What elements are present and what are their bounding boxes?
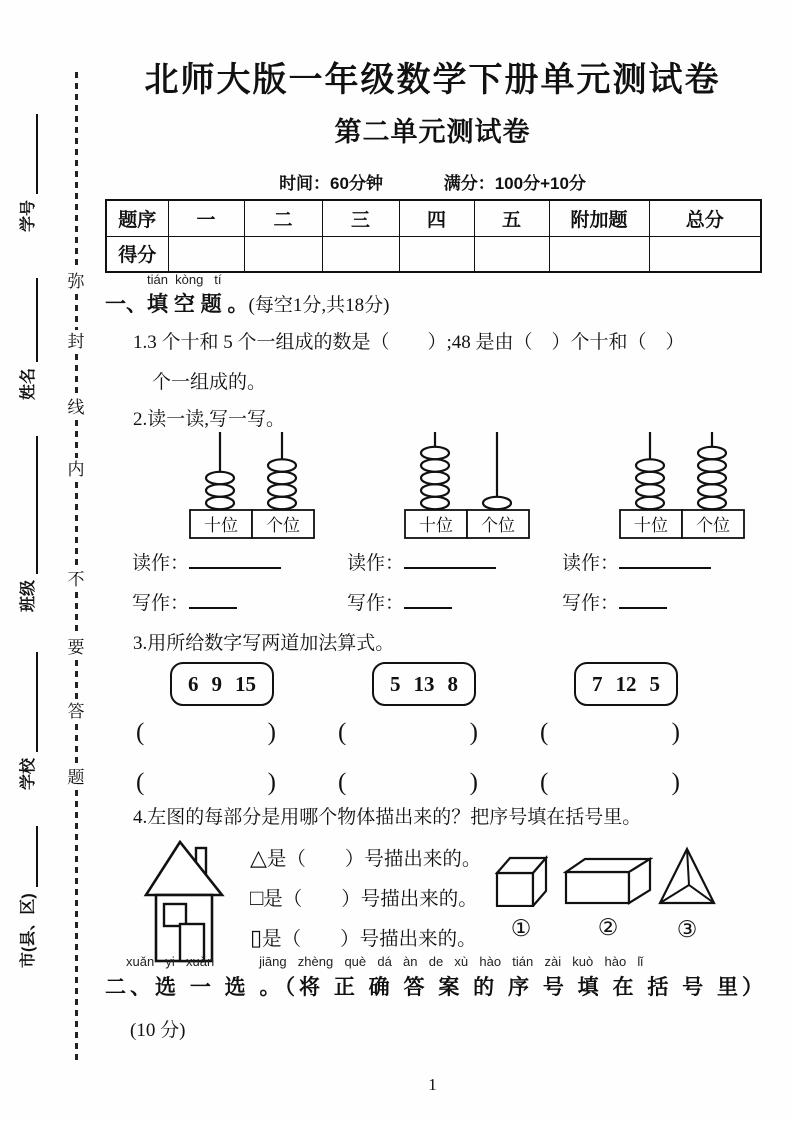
number-group-3 xyxy=(540,662,714,806)
read-as-label: 读作： xyxy=(347,553,405,574)
number-box xyxy=(170,662,274,706)
write-as-blank xyxy=(189,593,237,609)
circled-number-3: ③ xyxy=(676,917,698,942)
abacus-row xyxy=(130,432,775,615)
write-as-label: 写作： xyxy=(562,593,620,614)
abacus-diagram xyxy=(612,432,752,540)
paren-close: ) xyxy=(469,719,478,746)
section1-heading-note: (每空1分,共18分) xyxy=(248,295,390,316)
number-box xyxy=(574,662,678,706)
read-as-blank xyxy=(404,553,496,569)
page-number: 1 xyxy=(428,1075,437,1094)
write-as-row xyxy=(562,588,775,615)
time-limit: 时间：60分钟 xyxy=(279,174,383,193)
paren-close: ) xyxy=(671,769,680,796)
write-as-label: 写作： xyxy=(347,593,405,614)
read-as-row xyxy=(132,548,345,575)
paper-meta xyxy=(100,169,765,194)
svg-text:十位: 十位 xyxy=(419,516,453,535)
class-field xyxy=(12,436,38,612)
student-number-label: 学号 xyxy=(20,199,37,232)
number: 15 xyxy=(235,671,256,696)
statement-text: 是（ ）号描出来的。 xyxy=(266,849,482,870)
abacus-diagram xyxy=(397,432,537,540)
number-group-2 xyxy=(338,662,512,806)
school-blank xyxy=(18,652,38,752)
number: 7 xyxy=(592,671,603,696)
class-label: 班级 xyxy=(20,579,37,612)
section2-heading: 二、选 一 选 。（将 正 确 答 案 的 序 号 填 在 括 号 里） xyxy=(105,976,768,999)
header-cell: 总分 xyxy=(649,200,761,236)
seal-char: 线 xyxy=(67,398,85,417)
score-cell xyxy=(549,236,649,272)
section2-pinyin: xuǎn yi xuǎn jiāng zhèng què dá àn de xù hào tián zài kuò hào lǐ xyxy=(126,954,644,969)
score-table xyxy=(105,199,762,273)
write-as-blank xyxy=(619,593,667,609)
paren-close: ) xyxy=(267,719,276,746)
read-as-blank xyxy=(189,553,281,569)
answer-parens xyxy=(338,719,478,756)
number: 9 xyxy=(211,671,222,696)
rectangle-shape: ▯ xyxy=(250,925,263,950)
seal-char: 要 xyxy=(67,638,85,657)
name-blank xyxy=(18,278,38,362)
seal-char: 答 xyxy=(67,702,85,721)
object-cuboid xyxy=(562,855,654,941)
section1-heading-text: 一、填 空 题 。 xyxy=(105,293,249,316)
school-field xyxy=(12,652,38,790)
score-cell xyxy=(649,236,761,272)
score-cell xyxy=(474,236,549,272)
seal-char: 弥 xyxy=(67,272,85,291)
name-field xyxy=(12,278,38,400)
paren-open: ( xyxy=(540,719,549,746)
read-as-blank xyxy=(619,553,711,569)
score-cell xyxy=(399,236,474,272)
write-as-blank xyxy=(404,593,452,609)
read-as-label: 读作： xyxy=(132,553,190,574)
question1-line2: 个一组成的。 xyxy=(152,372,267,393)
abacus-figure-1 xyxy=(130,432,345,615)
seal-char: 封 xyxy=(67,332,85,351)
score-cell xyxy=(168,236,244,272)
read-as-row xyxy=(562,548,775,575)
paren-open: ( xyxy=(136,719,145,746)
seal-dash xyxy=(75,592,78,636)
seal-line xyxy=(64,72,88,1060)
question4-label: 4.左图的每部分是用哪个物体描出来的？把序号填在括号里。 xyxy=(133,807,642,828)
header-cell: 题序 xyxy=(106,200,168,236)
section2-points: (10 分) xyxy=(130,1020,186,1041)
svg-text:十位: 十位 xyxy=(634,516,668,535)
seal-dash xyxy=(75,482,78,568)
statement-text: 是（ ）号描出来的。 xyxy=(263,889,478,910)
score-table-score-row xyxy=(106,236,761,272)
seal-dash xyxy=(75,294,78,330)
question2-label: 2.读一读,写一写。 xyxy=(133,409,286,430)
house-drawing xyxy=(130,838,234,966)
full-score: 满分：100分+10分 xyxy=(443,174,586,193)
header-cell: 三 xyxy=(322,200,399,236)
cuboid-icon xyxy=(563,855,653,906)
abacus-figure-2 xyxy=(345,432,560,615)
class-blank xyxy=(18,436,38,574)
answer-parens xyxy=(136,769,276,806)
cube-icon xyxy=(491,851,551,907)
answer-parens xyxy=(136,719,276,756)
statement-square xyxy=(250,883,481,923)
svg-text:个位: 个位 xyxy=(696,516,730,535)
question4-statements xyxy=(250,843,481,963)
header-cell: 五 xyxy=(474,200,549,236)
paper-subtitle: 第二单元测试卷 xyxy=(334,117,531,147)
paren-close: ) xyxy=(671,719,680,746)
seal-dash xyxy=(75,354,78,396)
number: 13 xyxy=(413,671,435,696)
school-label: 学校 xyxy=(20,757,37,790)
score-cell xyxy=(244,236,322,272)
svg-text:十位: 十位 xyxy=(204,516,238,535)
object-cube xyxy=(490,851,552,942)
paper-title: 北师大版一年级数学下册单元测试卷 xyxy=(144,61,721,99)
object-pyramid xyxy=(656,846,718,943)
student-number-blank xyxy=(18,114,38,194)
write-as-row xyxy=(347,588,560,615)
district-field xyxy=(12,826,38,968)
header-cell: 一 xyxy=(168,200,244,236)
question1-line1: 1.3 个十和 5 个一组成的数是（ ）;48 是由（ ）个十和（ ） xyxy=(133,332,685,353)
seal-dash xyxy=(75,660,78,700)
abacus-diagram xyxy=(182,432,322,540)
seal-dash xyxy=(75,420,78,458)
svg-text:个位: 个位 xyxy=(481,516,515,535)
number-group-1 xyxy=(136,662,310,806)
read-as-row xyxy=(347,548,560,575)
number: 6 xyxy=(188,671,199,696)
score-row-label: 得分 xyxy=(106,236,168,272)
score-table-header-row xyxy=(106,200,761,236)
answer-parens xyxy=(540,719,680,756)
header-cell: 附加题 xyxy=(549,200,649,236)
write-as-label: 写作： xyxy=(132,593,190,614)
seal-char: 题 xyxy=(67,768,85,787)
triangular-pyramid-icon xyxy=(657,846,717,908)
paren-close: ) xyxy=(267,769,276,796)
header-cell: 二 xyxy=(244,200,322,236)
seal-dash xyxy=(75,72,78,270)
square-shape: □ xyxy=(250,885,264,910)
section1-pinyin: tián kòng tí xyxy=(147,272,222,287)
answer-parens xyxy=(338,769,478,806)
number: 5 xyxy=(390,671,401,696)
paren-open: ( xyxy=(338,769,347,796)
district-label: 市(县、区) xyxy=(20,893,37,968)
number: 5 xyxy=(649,671,660,696)
triangle-shape: △ xyxy=(250,845,267,870)
name-label: 姓名 xyxy=(20,367,37,400)
number-box xyxy=(372,662,476,706)
answer-parens xyxy=(540,769,680,806)
read-as-label: 读作： xyxy=(562,553,620,574)
statement-triangle xyxy=(250,843,481,883)
district-blank xyxy=(18,826,38,887)
paren-close: ) xyxy=(469,769,478,796)
seal-char: 不 xyxy=(67,570,85,589)
number: 12 xyxy=(615,671,637,696)
header-cell: 四 xyxy=(399,200,474,236)
abacus-figure-3 xyxy=(560,432,775,615)
score-cell xyxy=(322,236,399,272)
section1-heading xyxy=(105,288,389,318)
student-number-field xyxy=(12,114,38,232)
seal-char: 内 xyxy=(67,460,85,479)
question3-label: 3.用所给数字写两道加法算式。 xyxy=(133,633,395,654)
circled-number-2: ② xyxy=(597,915,619,940)
paren-open: ( xyxy=(540,769,549,796)
number: 8 xyxy=(447,671,458,696)
statement-text: 是（ ）号描出来的。 xyxy=(262,929,477,950)
write-as-row xyxy=(132,588,345,615)
paren-open: ( xyxy=(338,719,347,746)
seal-dash xyxy=(75,724,78,766)
paren-open: ( xyxy=(136,769,145,796)
circled-number-1: ① xyxy=(510,916,532,941)
seal-dash xyxy=(75,790,78,1060)
svg-text:个位: 个位 xyxy=(266,516,300,535)
